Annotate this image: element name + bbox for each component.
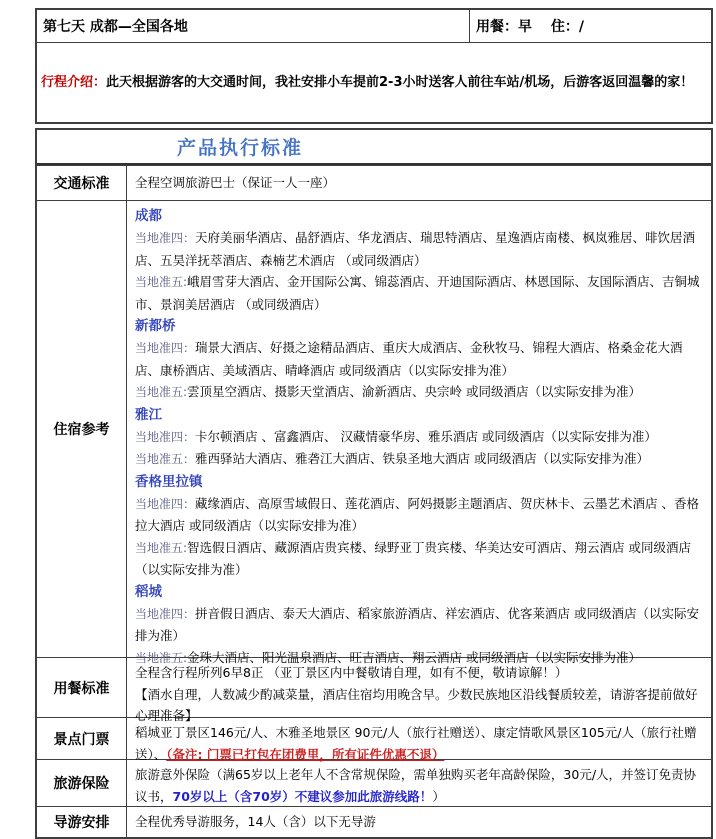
hotel-list: 金珠大酒店、阳光温泉酒店、旺吉酒店、翔云酒店 或同级酒店（以实际安排为准）: [187, 649, 642, 665]
hotel-list: 天府美丽华酒店、晶舒酒店、华龙酒店、瑞思特酒店、星逸酒店南楼、枫岚雅居、啡饮居酒店、五昊洋抚萃酒店、森楠艺术酒店 （或同级酒店）: [135, 230, 696, 268]
insurance-text: [135, 764, 703, 807]
intro-label: 行程介绍：: [41, 74, 107, 90]
day-title: 第七天 成都—全国各地: [37, 10, 470, 42]
tier-prefix: 当地准五:: [135, 385, 188, 399]
insurance-after: ）: [432, 788, 445, 804]
city-yajiang: [135, 404, 703, 471]
row-transport: [37, 165, 711, 200]
label-transport: 交通标准: [37, 166, 127, 200]
hotel-line: [135, 603, 703, 647]
section-title-row: [37, 130, 711, 165]
hotel-list: 智选假日酒店、藏源酒店贵宾楼、绿野亚丁贵宾楼、华美达安可酒店、翔云酒店 或同级酒店（以实际安排为准）: [135, 539, 692, 577]
hotel-line: [135, 271, 703, 315]
product-standards-table: [35, 128, 713, 839]
tier-prefix: 当地准四：: [135, 429, 196, 444]
row-meals: [37, 657, 711, 723]
travel-itinerary-document: [35, 8, 713, 839]
tier-prefix: 当地准五：: [135, 452, 196, 466]
city-name-daocheng: 稻城: [135, 583, 162, 600]
hotel-line: [135, 448, 703, 471]
section-title: 产品执行标准: [177, 137, 304, 159]
meals-content: [127, 658, 711, 723]
tier-prefix: 当地准四：: [135, 341, 196, 355]
hotel-list: 雅西驿站大酒店、雅砻江大酒店、铁泉圣地大酒店 或同级酒店（以实际安排为准）: [195, 451, 649, 466]
hotel-line: [135, 227, 703, 271]
city-daocheng: [135, 581, 703, 670]
intro-text: 此天根据游客的大交通时间，我社安排小车提前2-3小时送客人前往车站/机场，后游客返回温馨的家！: [106, 74, 694, 90]
row-insurance: [37, 759, 711, 806]
label-insurance: 旅游保险: [37, 760, 127, 806]
hotel-list: 峨眉雪芽大酒店、金开国际公寓、锦蕊酒店、开迪国际酒店、林恩国际、友国际酒店、吉铜城市、景润美居酒店 （或同级酒店）: [135, 274, 700, 312]
label-tickets: 景点门票: [37, 718, 127, 759]
city-chengdu: [135, 205, 703, 315]
row-tickets: [37, 717, 711, 762]
tier-prefix: 当地准四：: [135, 606, 196, 621]
tier-prefix: 当地准五:: [135, 540, 188, 555]
tier-prefix: 当地准五:: [135, 275, 188, 289]
tier-prefix: 当地准四：: [135, 496, 196, 511]
hotel-line: [135, 537, 703, 581]
tier-prefix: 当地准五:: [135, 650, 188, 665]
city-shangrila: [135, 471, 703, 581]
tickets-prices: 稻城亚丁景区146元/人、木雅圣地景区 90元/人（旅行社赠送）、康定情歌风景区105元/人（旅行社赠送）、: [135, 725, 697, 762]
transport-text: 全程空调旅游巴士（保证一人一座）: [135, 175, 336, 191]
label-meals: 用餐标准: [37, 658, 127, 717]
hotel-line: [135, 493, 703, 537]
city-name-shangrila: 香格里拉镇: [135, 473, 203, 490]
hotel-list: 卡尔顿酒店 、富鑫酒店、 汉藏情豪华房、雅乐酒店 或同级酒店（以实际安排为准）: [195, 428, 657, 444]
meals-line2: 【酒水自理，人数减少酌减菜量，酒店住宿均用晚含早。少数民族地区沿线餐质较差，请游客提前做好心理准备】: [135, 686, 698, 723]
itinerary-intro: [41, 73, 693, 93]
tickets-content: [127, 718, 711, 762]
tickets-note: （备注: 门票已打包在团费里，所有证件优惠不退）: [166, 746, 445, 762]
insurance-before: 旅游意外保险（满65岁以上老年人不含常规保险，需单独购买老年高龄保险，30元/人，并签订免责协议书，: [135, 767, 697, 804]
row-lodging: [37, 200, 711, 665]
insurance-content: [127, 760, 711, 806]
label-guide: 导游安排: [37, 807, 127, 837]
hotel-list: 藏缘酒店、高原雪域假日、莲花酒店、阿妈摄影主题酒店、贺庆林卡、云墨艺术酒店 、香格拉大酒店 或同级酒店（以实际安排为准）: [135, 495, 699, 533]
tickets-text: [135, 722, 703, 765]
city-name-xinduqiao: 新都桥: [135, 318, 176, 334]
meal-lodging-info: 用餐：早 住：/: [476, 19, 584, 35]
itinerary-intro-row: [37, 42, 711, 122]
row-guide: [37, 806, 711, 837]
city-name-yajiang: 雅江: [135, 406, 162, 423]
hotel-list: 瑞景大酒店、好摄之途精品酒店、重庆大成酒店、金秋牧马、锦程大酒店、格桑金花大酒店、康桥酒店、美域酒店、晴峰酒店 或同级酒店（以实际安排为准）: [135, 340, 683, 378]
tier-prefix: 当地准四：: [135, 231, 196, 245]
city-name-chengdu: 成都: [135, 208, 162, 224]
meals-line1: 全程含行程所列6早8正 （亚丁景区内中餐敬请自理，如有不便，敬请谅解！）: [135, 665, 568, 680]
guide-text: 全程优秀导游服务，14人（含）以下无导游: [135, 814, 376, 829]
hotel-list: 雲顶星空酒店、摄影天堂酒店、渝新酒店、央宗岭 或同级酒店（以实际安排为准）: [187, 384, 642, 399]
hotel-line: [135, 381, 703, 404]
hotel-line: [135, 426, 703, 449]
day-header-row: [37, 10, 711, 42]
day-header-table: [35, 8, 713, 124]
city-xinduqiao: [135, 315, 703, 404]
insurance-age-warning: 70岁以上（含70岁）不建议参加此旅游线路！: [172, 788, 433, 804]
hotel-list: 拼音假日酒店、泰天大酒店、稻家旅游酒店、祥宏酒店、优客莱酒店 或同级酒店（以实际安排为准）: [135, 605, 699, 643]
lodging-content: [127, 201, 711, 665]
hotel-line: [135, 337, 703, 381]
label-lodging: 住宿参考: [37, 201, 127, 657]
